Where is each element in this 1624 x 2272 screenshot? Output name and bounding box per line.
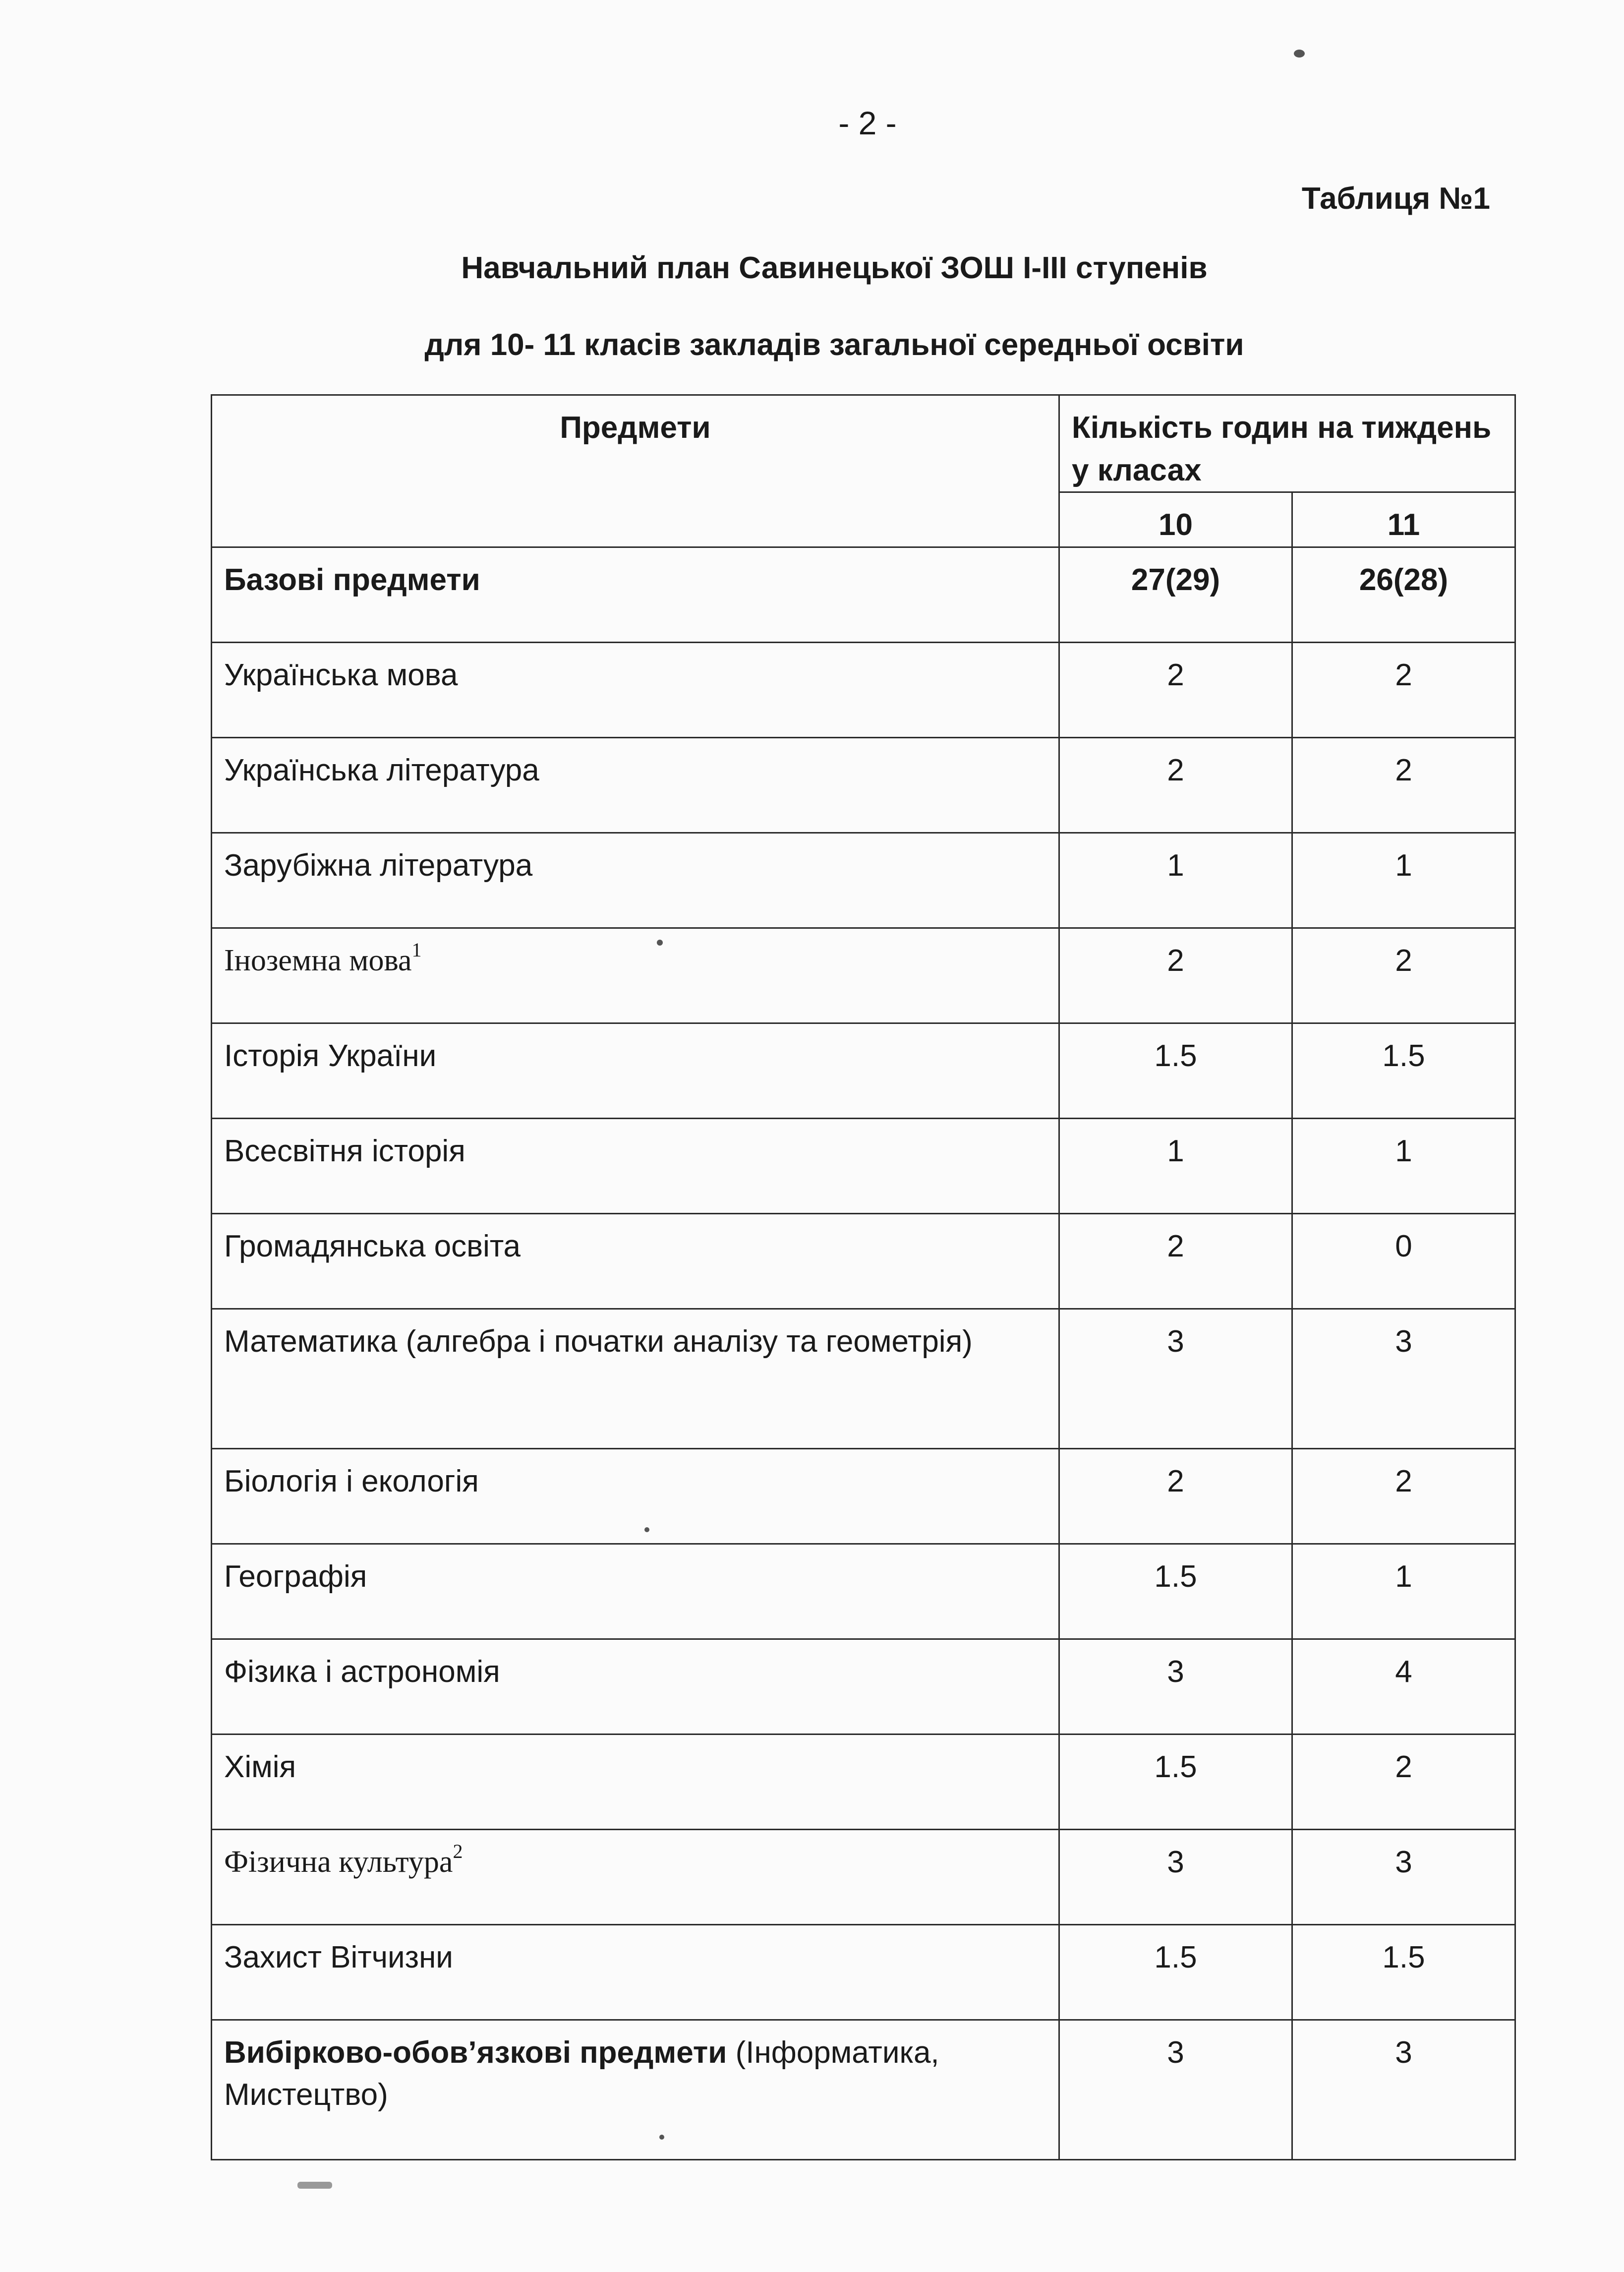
hours-grade-11: 3 [1292,1309,1515,1448]
hours-grade-10: 2 [1059,642,1292,737]
table-reference: Таблиця №1 [1301,181,1490,216]
hours-grade-10: 2 [1059,1213,1292,1309]
subject-name-text: Іноземна мова [224,943,412,977]
hours-grade-10: 1.5 [1059,1924,1292,2020]
hours-grade-11: 2 [1292,1734,1515,1829]
base-subjects-grade-11: 26(28) [1292,547,1515,642]
subject-name [212,928,1059,1023]
table-row [212,1829,1515,1924]
scan-speck [1294,50,1305,58]
subject-name: Географія [212,1544,1059,1639]
footnote-marker: 2 [453,1840,463,1862]
hours-grade-10: 1.5 [1059,1734,1292,1829]
hours-grade-11: 1.5 [1292,1924,1515,2020]
table-row [212,737,1515,833]
base-subjects-row [212,547,1515,642]
subject-name-text: Фізична культура [224,1845,453,1879]
subject-name: Громадянська освіта [212,1213,1059,1309]
table-row [212,1118,1515,1213]
document-title: Навчальний план Савинецької ЗОШ І-ІІІ ступенів [461,251,1208,285]
subject-name: Всесвітня історія [212,1118,1059,1213]
subject-name: Українська мова [212,642,1059,737]
hours-grade-10: 2 [1059,1448,1292,1544]
footnote-marker: 1 [411,938,422,961]
hours-grade-10: 2 [1059,737,1292,833]
elective-grade-11: 3 [1292,2020,1515,2159]
base-subjects-label: Базові предмети [212,547,1059,642]
subject-name: Історія України [212,1023,1059,1118]
hours-grade-11: 0 [1292,1213,1515,1309]
base-subjects-grade-10: 27(29) [1059,547,1292,642]
subject-name: Хімія [212,1734,1059,1829]
scan-speck [657,940,663,946]
scan-speck [297,2182,332,2189]
elective-label-details: (Інформатика, Мистецтво) [224,2035,939,2112]
column-header-subjects: Предмети [212,395,1059,547]
hours-grade-10: 2 [1059,928,1292,1023]
document-subtitle: для 10- 11 класів закладів загальної середньої освіти [424,328,1244,362]
elective-subjects-label [212,2020,1059,2159]
hours-grade-11: 2 [1292,1448,1515,1544]
column-header-hours: Кількість годин на тиждень у класах [1059,395,1515,492]
curriculum-table [211,394,1516,2160]
subject-name: Українська література [212,737,1059,833]
page-number: - 2 - [838,105,897,141]
subject-name [212,1829,1059,1924]
scan-speck [659,2135,664,2140]
hours-grade-10: 1 [1059,833,1292,928]
hours-grade-11: 1.5 [1292,1023,1515,1118]
table-row [212,833,1515,928]
hours-grade-11: 2 [1292,642,1515,737]
hours-grade-10: 1.5 [1059,1544,1292,1639]
table-row [212,1544,1515,1639]
table-row [212,1309,1515,1448]
subject-name: Фізика і астрономія [212,1639,1059,1734]
hours-grade-10: 3 [1059,1639,1292,1734]
table-row [212,1639,1515,1734]
column-header-grade-11: 11 [1292,492,1515,547]
hours-grade-11: 1 [1292,1118,1515,1213]
hours-grade-10: 1 [1059,1118,1292,1213]
hours-grade-10: 3 [1059,1309,1292,1448]
elective-grade-10: 3 [1059,2020,1292,2159]
hours-grade-11: 1 [1292,1544,1515,1639]
elective-label-bold: Вибірково-обов’язкові предмети [224,2035,727,2070]
subject-name: Математика (алгебра і початки аналізу та геометрія) [212,1309,1059,1448]
subject-name: Біологія і екологія [212,1448,1059,1544]
elective-subjects-row [212,2020,1515,2159]
table-row [212,1023,1515,1118]
subject-name: Захист Вітчизни [212,1924,1059,2020]
hours-grade-11: 2 [1292,928,1515,1023]
hours-grade-11: 3 [1292,1829,1515,1924]
table-row [212,1448,1515,1544]
hours-grade-10: 1.5 [1059,1023,1292,1118]
scan-speck [644,1527,649,1532]
table-row [212,1734,1515,1829]
table-row [212,642,1515,737]
column-header-grade-10: 10 [1059,492,1292,547]
table-row [212,1924,1515,2020]
table-row [212,928,1515,1023]
hours-grade-11: 1 [1292,833,1515,928]
table-row [212,1213,1515,1309]
hours-grade-11: 4 [1292,1639,1515,1734]
hours-grade-10: 3 [1059,1829,1292,1924]
subject-name: Зарубіжна література [212,833,1059,928]
hours-grade-11: 2 [1292,737,1515,833]
